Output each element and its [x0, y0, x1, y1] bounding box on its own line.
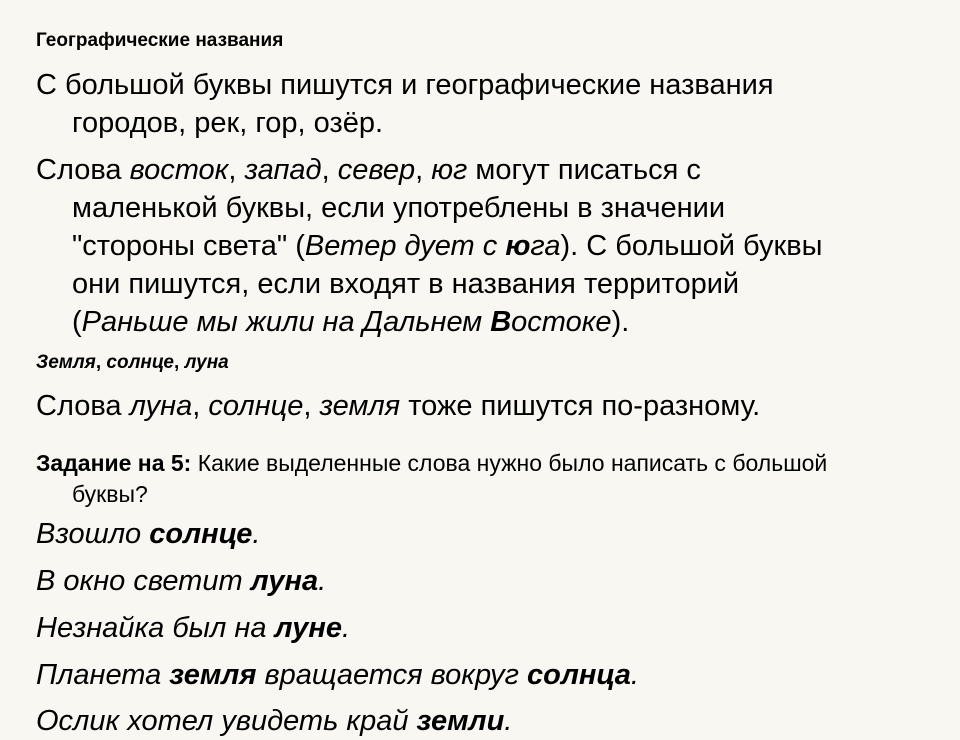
- exercise-sentence: В окно светит луна.: [36, 565, 327, 597]
- paragraph-earth-sun-moon: Слова луна, солнце, земля тоже пишутся по-разному.: [36, 390, 761, 422]
- paragraph-line: Слова восток, запад, север, юг могут писаться с: [36, 154, 701, 186]
- heading-geographic-names: Географические названия: [36, 30, 284, 51]
- paragraph-line: городов, рек, гор, озёр.: [72, 107, 384, 139]
- paragraph-geographic: [36, 66, 774, 142]
- example-sentence: Раньше мы жили на Дальнем Востоке: [81, 306, 612, 338]
- highlighted-word: солнца: [527, 659, 631, 691]
- example-word: восток: [129, 154, 229, 186]
- exercise-sentence: Планета земля вращается вокруг солнца.: [36, 659, 639, 691]
- task-prompt: [36, 448, 827, 510]
- paragraph-line: они пишутся, если входят в названия территорий: [72, 268, 740, 300]
- example-sentence: Ветер дует с юга: [304, 230, 561, 262]
- example-word: юг: [431, 154, 468, 186]
- paragraph-line: маленькой буквы, если употреблены в значении: [72, 192, 726, 224]
- task-label: Задание на 5:: [36, 450, 192, 476]
- exercise-sentence: Взошло солнце.: [36, 518, 261, 550]
- paragraph-line: "стороны света" (Ветер дует с юга). С большой буквы: [72, 230, 823, 262]
- task-line: буквы?: [72, 481, 148, 507]
- task-line: Задание на 5: Какие выделенные слова нужно было написать с большой: [36, 450, 828, 476]
- highlighted-word: луне: [274, 612, 342, 644]
- heading-earth-sun-moon: Земля, солнце, луна: [36, 352, 229, 373]
- highlighted-word: земля: [169, 659, 257, 691]
- paragraph-line: С большой буквы пишутся и географические названия: [36, 69, 774, 101]
- example-word: север: [337, 154, 416, 186]
- highlighted-word: земли: [416, 705, 505, 737]
- highlighted-word: луна: [250, 565, 319, 597]
- exercise-sentence: Незнайка был на луне.: [36, 612, 351, 644]
- paragraph-cardinal-directions: [36, 151, 822, 341]
- paragraph-line: (Раньше мы жили на Дальнем Востоке).: [72, 306, 630, 338]
- highlighted-word: солнце: [149, 518, 253, 550]
- example-word: запад: [244, 154, 322, 186]
- exercise-sentence: Ослик хотел увидеть край земли.: [36, 705, 513, 737]
